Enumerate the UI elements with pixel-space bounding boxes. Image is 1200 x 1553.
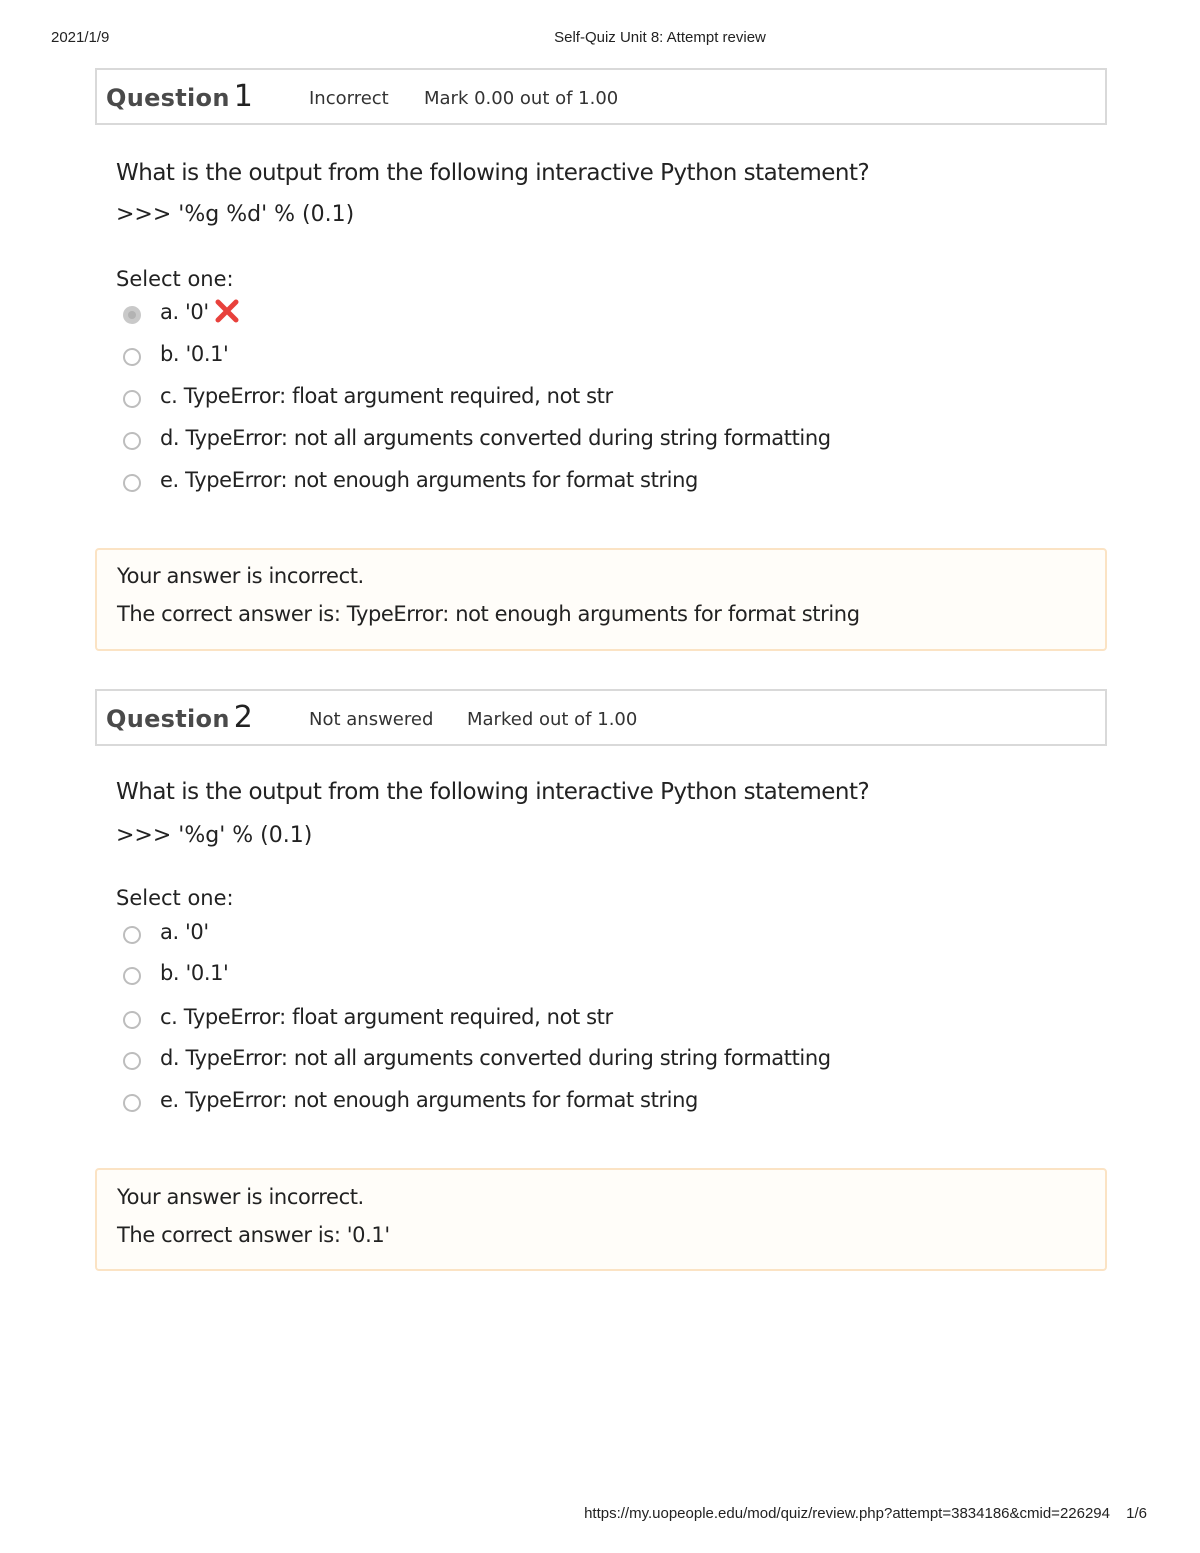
radio-button[interactable] (123, 1011, 141, 1029)
feedback-status: Your answer is incorrect. (117, 1185, 364, 1209)
question-label: Question 1 (106, 79, 254, 114)
question-1-text: What is the output from the following interactive Python statement? (116, 160, 870, 186)
question-number: 2 (233, 700, 254, 735)
option-label: a. '0' (160, 920, 209, 944)
print-title: Self-Quiz Unit 8: Attempt review (554, 29, 766, 46)
page-url[interactable]: https://my.uopeople.edu/mod/quiz/review.php?attempt=3834186&cmid=226294 (584, 1505, 1110, 1522)
feedback-status: Your answer is incorrect. (117, 564, 364, 588)
feedback-correct-answer: The correct answer is: '0.1' (117, 1223, 390, 1247)
question-1-select-prompt: Select one: (116, 267, 234, 291)
option-label: c. TypeError: float argument required, not str (160, 1005, 613, 1029)
radio-button[interactable] (123, 348, 141, 366)
option-label: b. '0.1' (160, 961, 229, 985)
option-label: d. TypeError: not all arguments converted during string formatting (160, 1046, 831, 1070)
print-header (0, 29, 1200, 49)
question-1-info-box (95, 68, 1107, 125)
question-2-option-b[interactable] (123, 961, 883, 991)
option-label: b. '0.1' (160, 342, 229, 366)
question-2-select-prompt: Select one: (116, 886, 234, 910)
question-grade: Marked out of 1.00 (467, 709, 638, 730)
feedback-correct-answer: The correct answer is: TypeError: not enough arguments for format string (117, 602, 860, 626)
question-state: Not answered (309, 709, 434, 730)
question-grade: Mark 0.00 out of 1.00 (424, 88, 619, 109)
question-1-feedback (95, 548, 1107, 651)
option-label: e. TypeError: not enough arguments for format string (160, 468, 698, 492)
print-date: 2021/1/9 (51, 29, 110, 46)
question-state: Incorrect (309, 88, 389, 109)
radio-button[interactable] (123, 390, 141, 408)
radio-button[interactable] (123, 926, 141, 944)
question-1-option-c[interactable] (123, 384, 883, 414)
option-label: c. TypeError: float argument required, not str (160, 384, 613, 408)
question-1-option-e[interactable] (123, 468, 883, 498)
radio-button[interactable] (123, 432, 141, 450)
question-1-code: >>> '%g %d' % (0.1) (116, 202, 355, 227)
incorrect-x-icon (215, 299, 239, 323)
question-1-option-d[interactable] (123, 426, 883, 456)
question-2-option-d[interactable] (123, 1046, 883, 1076)
radio-button[interactable] (123, 1052, 141, 1070)
radio-button[interactable] (123, 306, 141, 324)
option-label: e. TypeError: not enough arguments for format string (160, 1088, 698, 1112)
question-number: 1 (233, 79, 254, 114)
question-1-option-b[interactable] (123, 342, 883, 372)
radio-button[interactable] (123, 1094, 141, 1112)
question-2-code: >>> '%g' % (0.1) (116, 823, 313, 848)
question-2-option-c[interactable] (123, 1005, 883, 1035)
question-2-info-box (95, 689, 1107, 746)
page-number: 1/6 (1126, 1505, 1147, 1522)
question-2-text: What is the output from the following interactive Python statement? (116, 779, 870, 805)
option-label: d. TypeError: not all arguments converted during string formatting (160, 426, 831, 450)
question-2-feedback (95, 1168, 1107, 1271)
question-2-option-e[interactable] (123, 1088, 883, 1118)
question-2-option-a[interactable] (123, 920, 883, 950)
question-1-option-a[interactable] (123, 300, 883, 330)
option-label: a. '0' (160, 300, 239, 324)
question-label: Question 2 (106, 700, 254, 735)
radio-button[interactable] (123, 474, 141, 492)
radio-button[interactable] (123, 967, 141, 985)
